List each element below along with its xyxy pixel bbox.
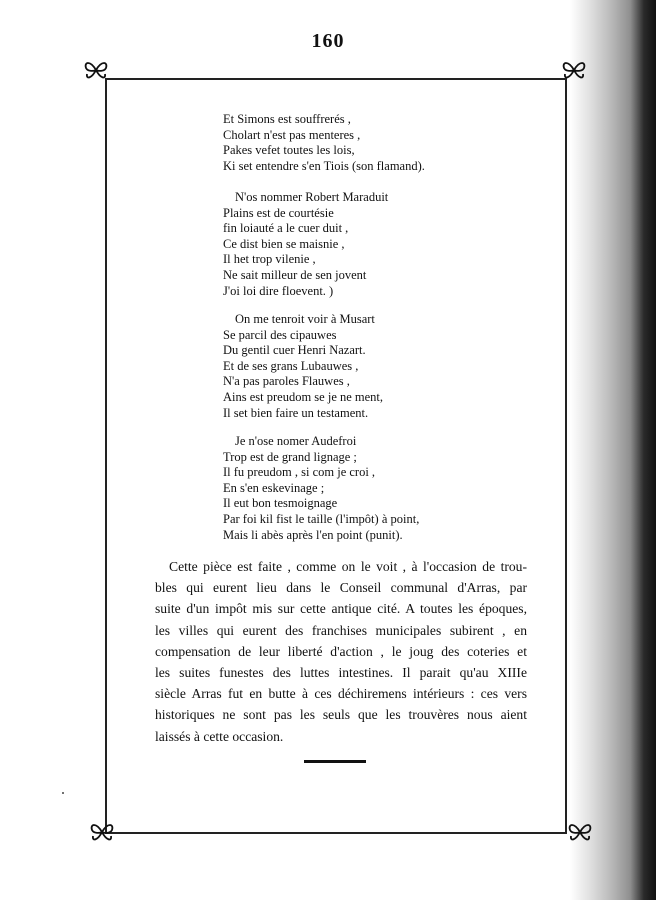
poem-line: Par foi kil fist le taille (l'impôt) à point, <box>223 511 420 526</box>
poem-line: Du gentil cuer Henri Nazart. <box>223 343 366 358</box>
poem-line: Se parcil des cipauwes <box>223 327 337 342</box>
corner-ornament-top-left-icon <box>82 58 110 82</box>
prose-line: Cette pièce est faite , comme on le voit , à l'occasion de trou- <box>169 559 527 574</box>
prose-line: les villes qui eurent des franchises municipales subirent , en <box>155 622 527 638</box>
poem-line: Et Simons est souffrerés , <box>223 112 351 126</box>
poem-stanza-1 <box>223 112 425 174</box>
prose-paragraph <box>155 556 527 747</box>
prose-line: bles qui eurent lieu dans le Conseil communal d'Arras, par <box>155 580 527 596</box>
poem-line: Cholart n'est pas menteres , <box>223 127 361 142</box>
poem-line: Il het trop vilenie , <box>223 252 316 267</box>
section-end-rule <box>304 760 366 763</box>
poem-line: Et de ses grans Lubauwes , <box>223 358 359 373</box>
poem-line: N'a pas paroles Flauwes , <box>223 374 350 389</box>
poem-line: Plains est de courtésie <box>223 205 334 220</box>
poem-line: N'os nommer Robert Maraduit <box>235 190 389 204</box>
poem-line: Trop est de grand lignage ; <box>223 449 357 464</box>
poem-line: Mais li abès après l'en point (punit). <box>223 527 403 542</box>
prose-line: historiques ne sont pas les seuls que les trouvères nous aient <box>155 707 527 723</box>
poem-stanza-4 <box>223 434 419 543</box>
book-spine-shadow <box>570 0 656 900</box>
scan-speck <box>62 792 64 794</box>
poem-line: Ce dist bien se maisnie , <box>223 236 345 251</box>
poem-stanza-2 <box>223 190 388 299</box>
poem-line: Ne sait milleur de sen jovent <box>223 267 367 282</box>
prose-line: compensation de leur liberté d'action , le joug des coteries et <box>155 643 527 659</box>
poem-line: fin loiauté a le cuer duit , <box>223 221 349 236</box>
poem-line: On me tenroit voir à Musart <box>235 312 375 326</box>
prose-line: suite d'un impôt mis sur cette antique cité. A toutes les époques, <box>155 601 527 617</box>
prose-line: les suites funestes des luttes intestines. Il parait qu'au XIIIe <box>155 665 527 681</box>
poem-stanza-3 <box>223 312 383 421</box>
poem-line: Il set bien faire un testament. <box>223 405 369 420</box>
corner-ornament-bottom-left-icon <box>88 820 116 844</box>
poem-line: Il eut bon tesmoignage <box>223 496 338 511</box>
poem-line: Je n'ose nomer Audefroi <box>235 434 357 448</box>
prose-line: siècle Arras fut en butte à ces déchiremens intérieurs : ces vers <box>155 686 527 702</box>
prose-line: laissés à cette occasion. <box>155 728 284 744</box>
page-number: 160 <box>311 30 345 52</box>
corner-ornament-top-right-icon <box>560 58 588 82</box>
poem-line: Il fu preudom , si com je croi , <box>223 465 376 480</box>
poem-line: Ains est preudom se je ne ment, <box>223 389 384 404</box>
corner-ornament-bottom-right-icon <box>566 820 594 844</box>
poem-line: Pakes vefet toutes les lois, <box>223 143 355 158</box>
poem-line: J'oi loi dire floevent. ) <box>223 283 334 298</box>
poem-line: En s'en eskevinage ; <box>223 480 325 495</box>
poem-line: Ki set entendre s'en Tiois (son flamand). <box>223 158 425 173</box>
